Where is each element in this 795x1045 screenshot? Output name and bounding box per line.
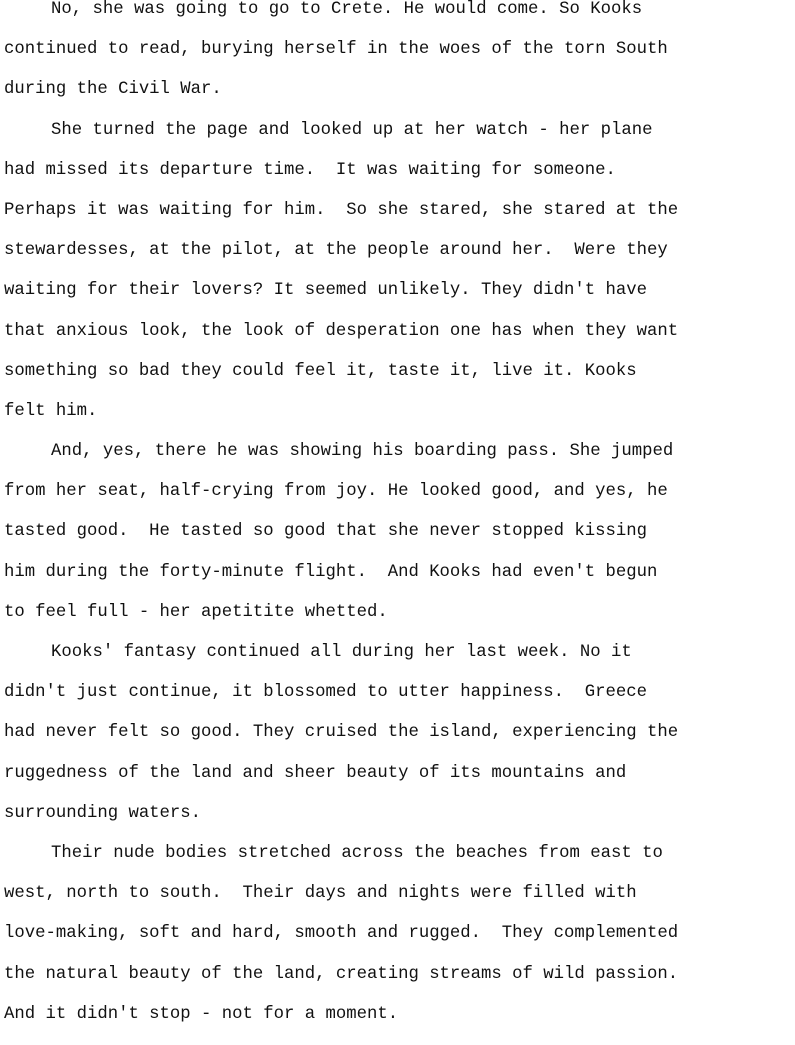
text-line: didn't just continue, it blossomed to utter happiness. Greece bbox=[4, 683, 647, 703]
text-line: No, she was going to go to Crete. He would come. So Kooks bbox=[51, 0, 643, 19]
text-line: felt him. bbox=[4, 401, 98, 421]
text-line: waiting for their lovers? It seemed unlikely. They didn't have bbox=[4, 281, 647, 301]
text-line: Their nude bodies stretched across the beaches from east to bbox=[51, 843, 663, 863]
text-line: him during the forty-minute flight. And Kooks had even't begun bbox=[4, 562, 658, 582]
text-line: Kooks' fantasy continued all during her last week. No it bbox=[51, 643, 632, 662]
text-line: that anxious look, the look of desperation one has when they want bbox=[4, 321, 679, 341]
document-body bbox=[4, 0, 795, 1035]
text-line: to feel full - her apetitite whetted. bbox=[4, 602, 388, 622]
text-line: something so bad they could feel it, taste it, live it. Kooks bbox=[4, 361, 637, 381]
text-line: had missed its departure time. It was waiting for someone. bbox=[4, 160, 616, 180]
text-line: surrounding waters. bbox=[4, 803, 202, 823]
text-line: stewardesses, at the pilot, at the people around her. Were they bbox=[4, 241, 668, 261]
paragraph-1 bbox=[4, 0, 795, 111]
text-line: Perhaps it was waiting for him. So she stared, she stared at the bbox=[4, 200, 679, 220]
text-line: ruggedness of the land and sheer beauty of its mountains and bbox=[4, 763, 627, 783]
text-line: She turned the page and looked up at her watch - her plane bbox=[51, 120, 653, 140]
paragraph-3 bbox=[4, 432, 795, 633]
paragraph-5 bbox=[4, 834, 795, 1035]
text-line: west, north to south. Their days and nights were filled with bbox=[4, 884, 637, 904]
text-line: the natural beauty of the land, creating streams of wild passion. bbox=[4, 964, 679, 984]
document-page bbox=[4, 0, 795, 1045]
text-line: during the Civil War. bbox=[4, 80, 222, 100]
text-line: love-making, soft and hard, smooth and rugged. They complemented bbox=[4, 924, 679, 944]
text-line: And, yes, there he was showing his boarding pass. She jumped bbox=[51, 442, 674, 462]
text-line: tasted good. He tasted so good that she never stopped kissing bbox=[4, 522, 647, 542]
paragraph-4 bbox=[4, 633, 795, 834]
text-line: continued to read, burying herself in the woes of the torn South bbox=[4, 40, 668, 60]
text-line: had never felt so good. They cruised the island, experiencing the bbox=[4, 723, 679, 743]
paragraph-2 bbox=[4, 111, 795, 433]
text-line: from her seat, half-crying from joy. He looked good, and yes, he bbox=[4, 482, 668, 502]
text-line: And it didn't stop - not for a moment. bbox=[4, 1004, 399, 1024]
